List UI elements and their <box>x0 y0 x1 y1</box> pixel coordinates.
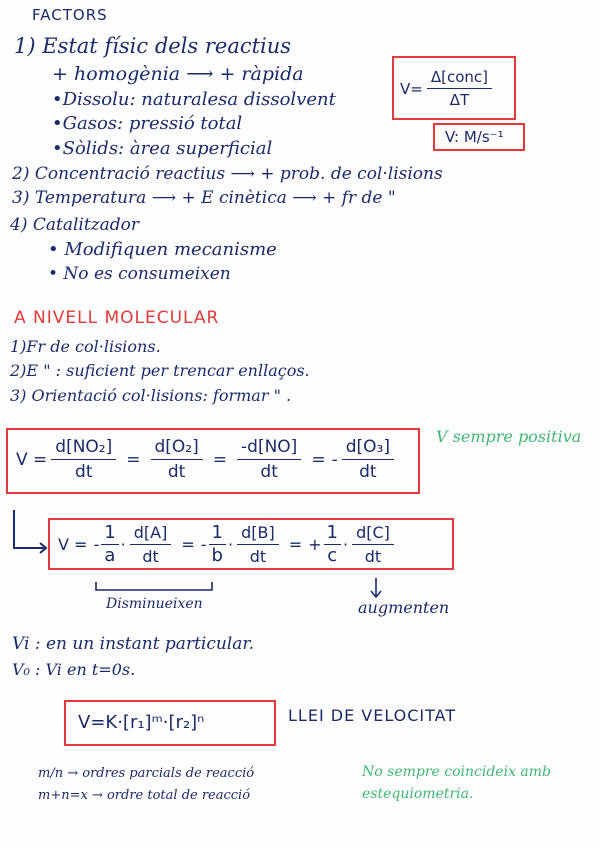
equals-sign: = <box>288 534 303 554</box>
eq1-term-2-num: d[O₂] <box>151 437 203 460</box>
dot: · <box>120 534 126 554</box>
eq1-term-4-den: dt <box>359 462 377 482</box>
decrease-bracket <box>96 582 212 590</box>
eq1-term-1-den: dt <box>75 462 93 482</box>
arrow-right-icon: ⟶ <box>292 188 323 208</box>
sign: + <box>308 534 322 554</box>
minus-sign: - <box>331 449 338 470</box>
arrow-right-icon: ⟶ <box>151 188 182 208</box>
factor-4: 4) Catalitzador <box>10 215 140 235</box>
eq2-term-c-num: d[C] <box>352 523 394 545</box>
eq1-term-3-den: dt <box>260 462 278 482</box>
molecular-item-2: 2)E " : suficient per trencar enllaços. <box>10 361 310 380</box>
sign: - <box>93 534 100 554</box>
stoichiometry-note-line-2: estequiometria. <box>362 786 474 802</box>
total-order: m+n=x → ordre total de reacció <box>38 788 251 803</box>
factor-1-dissolution: •Dissolu: naturalesa dissolvent <box>52 89 336 110</box>
factor-4-not-consumed: • No es consumeixen <box>48 264 231 284</box>
factor-3-frequency: + fr de " <box>322 188 396 208</box>
eq1-term-2-den: dt <box>167 462 186 482</box>
factor-1-homogeneous-result: + ràpida <box>219 63 304 85</box>
molecular-item-1: 1)Fr de col·lisions. <box>10 337 161 356</box>
coef-c <box>324 522 341 566</box>
equals-sign: = <box>181 534 195 554</box>
eq2-term-b <box>237 523 279 566</box>
sign: - <box>200 534 207 554</box>
rate-law-label: LLEI DE VELOCITAT <box>288 706 457 725</box>
coef-a-den: a <box>104 545 116 566</box>
increase-label: augmenten <box>358 598 450 617</box>
eq2-term-c <box>352 523 394 566</box>
equals-sign: = <box>212 449 228 470</box>
eq2-term-a-num: d[A] <box>130 523 172 545</box>
factor-3-text: 3) Temperatura <box>12 188 147 208</box>
eq2-term-b-den: dt <box>249 546 267 566</box>
initial-rate: V₀ : Vi en t=0s. <box>12 660 136 679</box>
connector-arrow <box>14 510 44 548</box>
rate-denominator: ΔT <box>449 91 470 109</box>
arrow-right-icon: ⟶ <box>186 63 220 85</box>
factor-1: 1) Estat físic dels reactius <box>14 34 292 58</box>
rate-numerator: Δ[conc] <box>427 68 492 89</box>
rate-law-box <box>64 700 276 746</box>
factor-1-gases: •Gasos: pressió total <box>52 113 243 134</box>
dot: · <box>342 534 349 554</box>
dot: · <box>228 534 234 554</box>
factor-1-solids: •Sòlids: àrea superficial <box>52 138 273 159</box>
eq1-term-3-num: -d[NO] <box>237 437 301 460</box>
partial-orders: m/n → ordres parcials de reacció <box>38 766 255 781</box>
eq2-v: V = <box>58 534 88 554</box>
decrease-label: Disminueixen <box>106 596 203 612</box>
coef-b-num: 1 <box>209 522 226 545</box>
molecular-title: A NIVELL MOLECULAR <box>14 308 220 328</box>
eq1-term-4-num: d[O₃] <box>342 437 394 460</box>
page-title: FACTORS <box>32 6 108 24</box>
eq2-term-a-den: dt <box>142 546 159 566</box>
equals-sign: = <box>311 449 326 470</box>
eq1-term-1-num: d[NO₂] <box>51 437 116 460</box>
factor-3-kinetic: + E cinètica <box>181 188 287 208</box>
stoichiometry-note-line-1: No sempre coincideix amb <box>362 764 551 780</box>
arrow-right-icon: ⟶ <box>230 164 261 184</box>
units-text: V: M/s⁻¹ <box>445 128 504 146</box>
coef-b <box>209 522 226 566</box>
eq2-term-c-den: dt <box>364 546 382 566</box>
instant-rate: Vi : en un instant particular. <box>12 634 255 654</box>
eq2-term-b-num: d[B] <box>237 523 279 545</box>
equals-sign: = <box>126 449 141 470</box>
factor-1-homogeneous-text: + homogènia <box>52 63 181 85</box>
general-rate-equation-box <box>48 518 454 570</box>
coef-a <box>101 522 118 566</box>
factor-4-mechanism: • Modifiquen mecanisme <box>48 239 277 260</box>
eq2-term-a <box>130 523 172 566</box>
rate-law-formula: V=K·[r₁]ᵐ·[r₂]ⁿ <box>78 712 205 733</box>
positive-rate-note: V sempre positiva <box>436 427 582 446</box>
coef-a-num: 1 <box>101 522 118 545</box>
factor-2-text: 2) Concentració reactius <box>12 164 226 184</box>
rate-symbol: V= <box>400 79 423 98</box>
coef-c-den: c <box>327 545 338 566</box>
factor-2-result: + prob. de col·lisions <box>260 164 443 184</box>
coef-b-den: b <box>211 545 223 566</box>
coef-c-num: 1 <box>324 522 341 545</box>
molecular-item-3: 3) Orientació col·lisions: formar " . <box>10 386 292 405</box>
eq1-v: V = <box>16 449 48 470</box>
